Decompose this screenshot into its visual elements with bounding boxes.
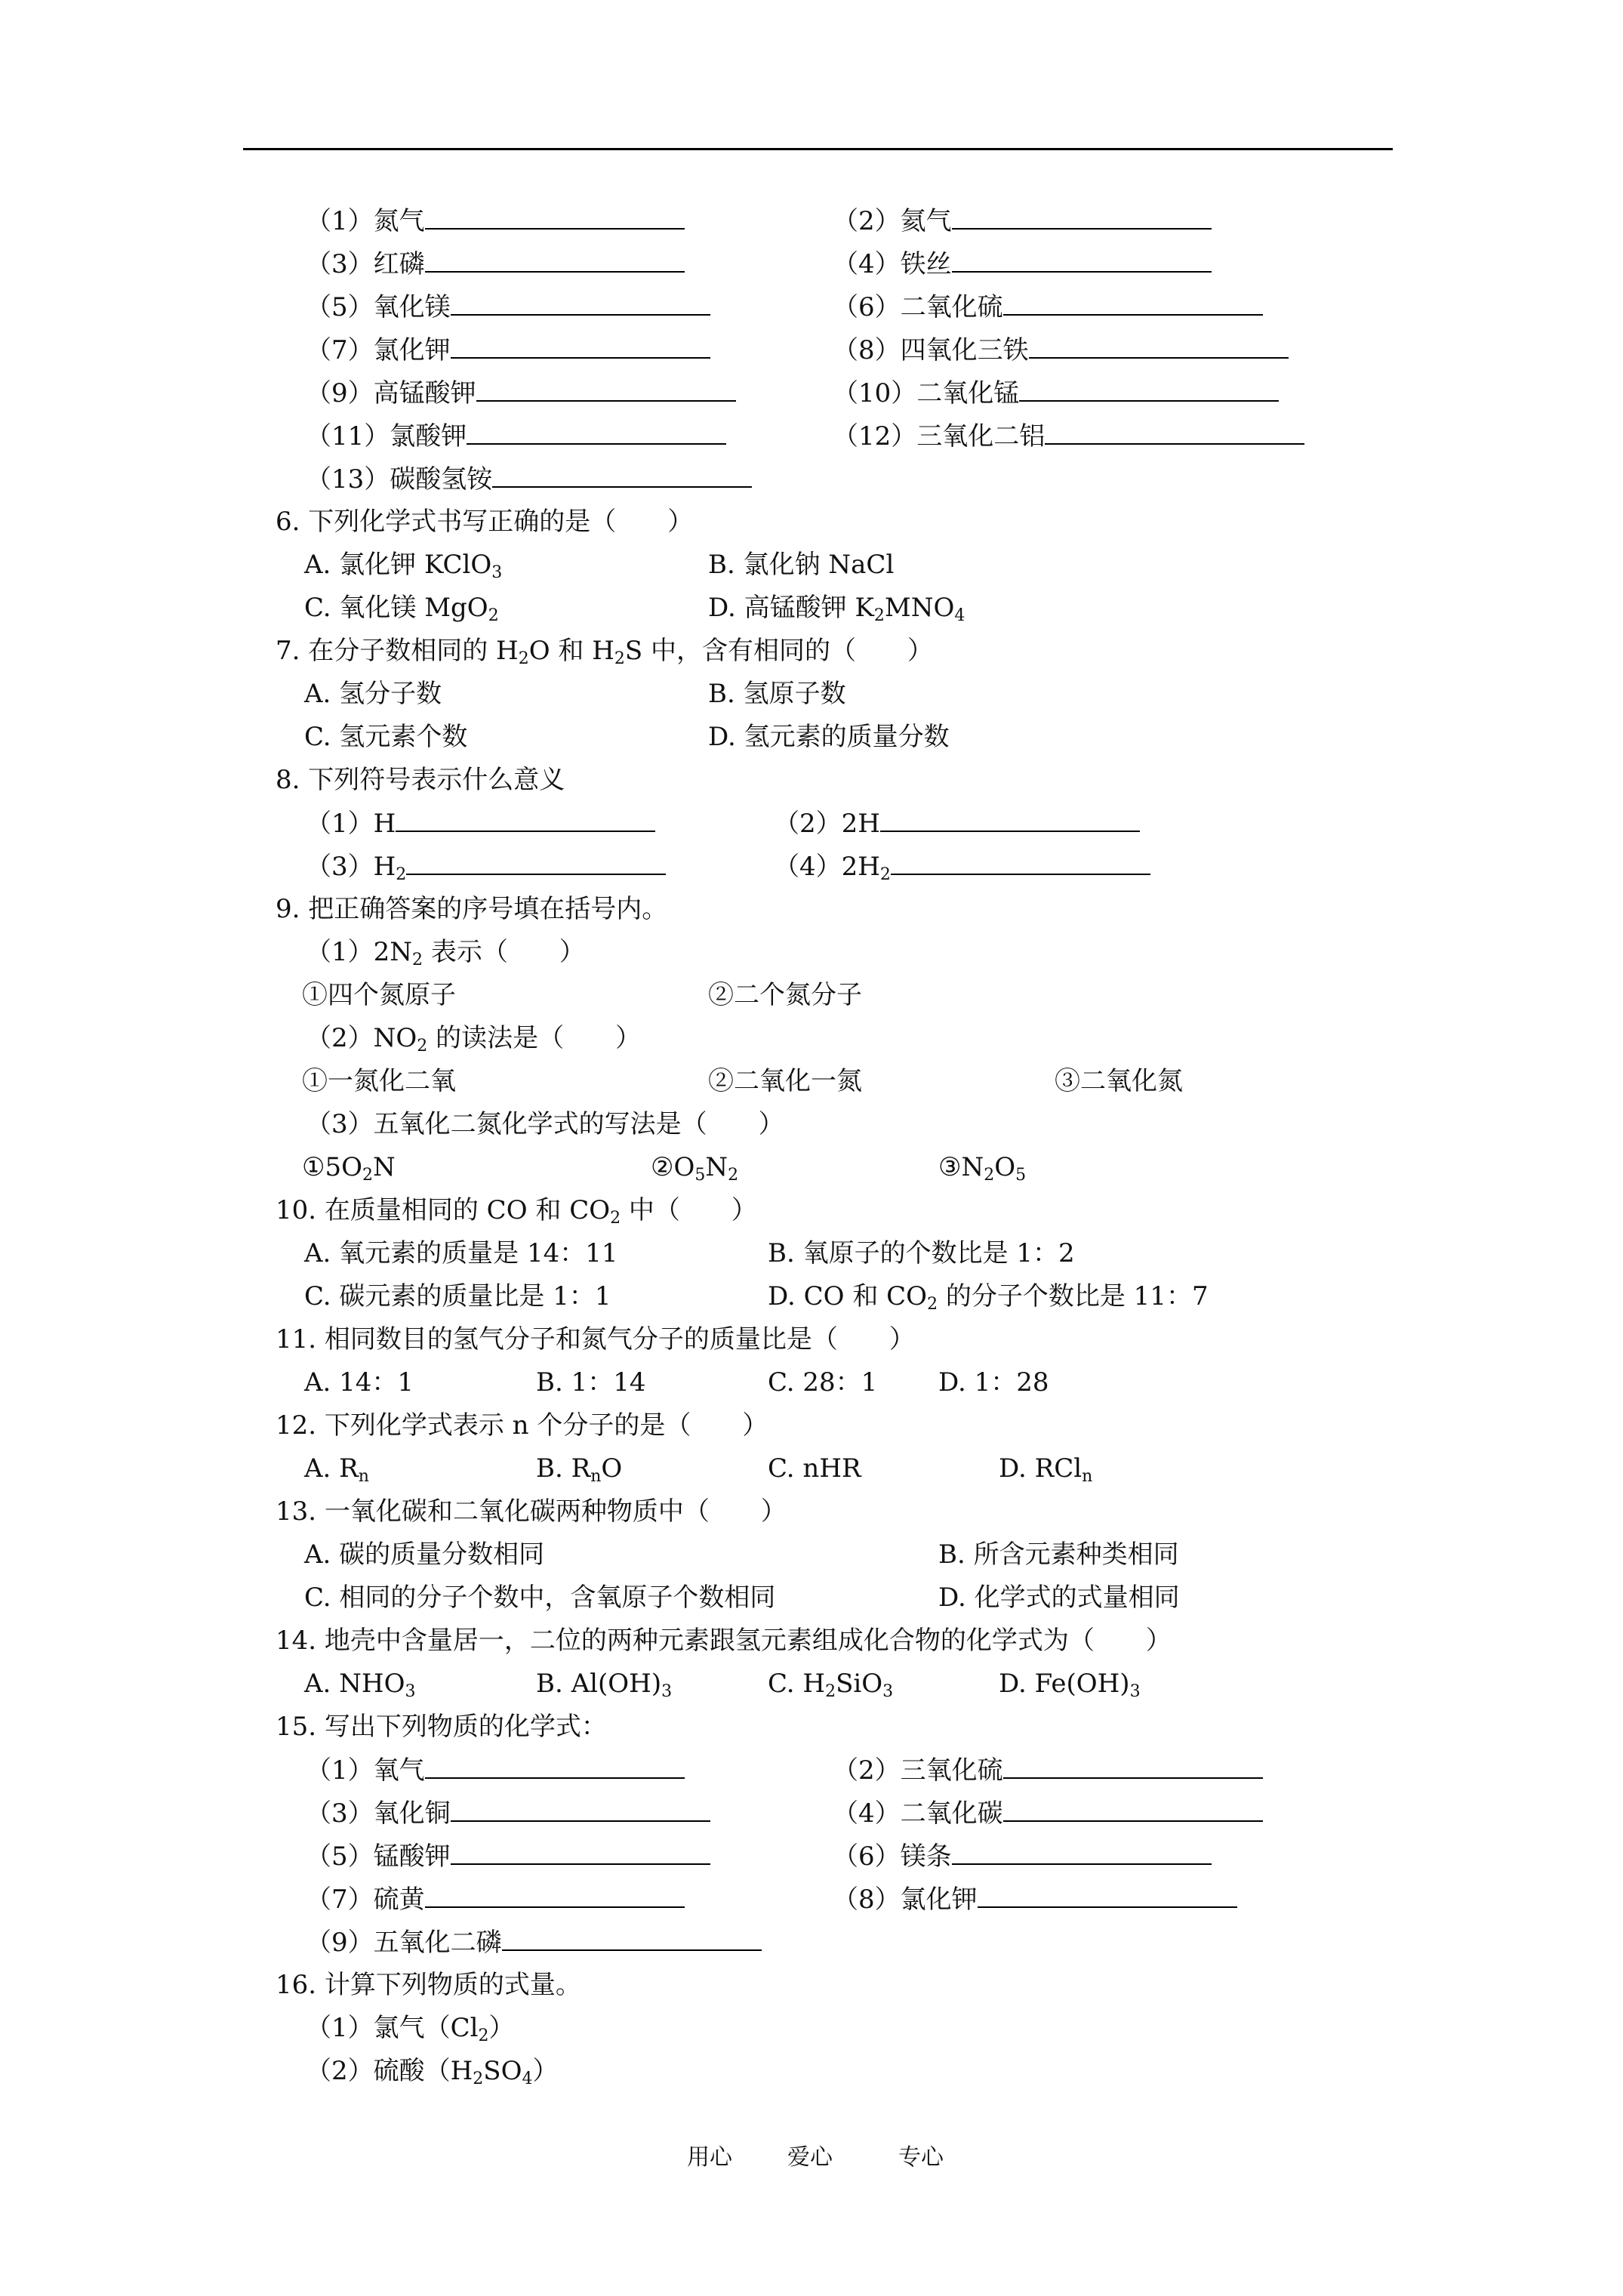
answer-blank[interactable] bbox=[425, 1755, 685, 1779]
q5-item-1: （1）氮气 bbox=[306, 205, 685, 236]
q14-option-b: B. $Al(OH)_3$ bbox=[536, 1669, 673, 1701]
q9-stem: 9. 把正确答案的序号填在括号内。 bbox=[276, 894, 668, 924]
q14-option-c: C. $H_2SiO_3$ bbox=[768, 1669, 894, 1701]
answer-blank[interactable] bbox=[396, 808, 655, 832]
q9-part-1: $(1)2N_2$ 表示（ ） bbox=[306, 937, 585, 969]
q15-item-9: （9）五氧化二磷 bbox=[306, 1927, 762, 1958]
q6-option-a: A. 氯化钾 KClO$_3$ bbox=[304, 550, 503, 582]
q6-option-b: B. 氯化钠 NaCl bbox=[708, 550, 895, 580]
q15-item-2: （2）三氧化硫 bbox=[833, 1755, 1263, 1786]
q8-item-3: $(3)H_2$ bbox=[306, 851, 666, 882]
q9-part-2-option-1: ①一氮化二氧 bbox=[302, 1066, 456, 1096]
q12-stem: 12. 下列化学式表示 n 个分子的是（ ） bbox=[276, 1410, 768, 1441]
q11-option-a: A. 14：1 bbox=[304, 1367, 414, 1398]
q15-item-4: （4）二氧化碳 bbox=[833, 1798, 1263, 1829]
q6-option-c: C. 氧化镁 MgO$_2$ bbox=[304, 593, 499, 625]
answer-blank[interactable] bbox=[1003, 1755, 1263, 1779]
answer-blank[interactable] bbox=[502, 1927, 762, 1951]
answer-blank[interactable] bbox=[1045, 421, 1304, 445]
answer-blank[interactable] bbox=[425, 248, 685, 273]
answer-blank[interactable] bbox=[467, 421, 726, 445]
q14-option-d: D. $Fe(OH)_3$ bbox=[999, 1669, 1141, 1701]
q8-item-4: $(4)2H_2$ bbox=[774, 851, 1150, 882]
q16-item-2: （2）硫酸$(H_2SO_4)$ bbox=[306, 2056, 559, 2088]
q7-option-a: A. 氢分子数 bbox=[304, 679, 442, 709]
q7-stem: 7. 在分子数相同的 $H_2O$ 和 $H_2S$ 中，含有相同的（ ） bbox=[276, 636, 933, 668]
answer-blank[interactable] bbox=[451, 1798, 710, 1822]
q10-option-c: C. 碳元素的质量比是 1：1 bbox=[304, 1281, 611, 1311]
q9-part-2-option-3: ③二氧化氮 bbox=[1055, 1066, 1183, 1096]
q10-stem: 10. 在质量相同的 CO 和 $CO_2$ 中（ ） bbox=[276, 1195, 757, 1228]
q14-option-a: A. $NHO_3$ bbox=[304, 1669, 416, 1701]
q9-part-2-option-2: ②二氧化一氮 bbox=[708, 1066, 862, 1096]
q5-item-3: （3）红磷 bbox=[306, 248, 685, 279]
q15-item-7: （7）硫黄 bbox=[306, 1884, 685, 1915]
answer-blank[interactable] bbox=[1003, 291, 1263, 316]
q7-option-b: B. 氢原子数 bbox=[708, 679, 846, 709]
q7-option-d: D. 氢元素的质量分数 bbox=[708, 722, 950, 752]
q12-option-d: D. RCl$_n$ bbox=[999, 1453, 1093, 1486]
q13-option-b: B. 所含元素种类相同 bbox=[938, 1539, 1179, 1570]
q12-option-b: B. $R_nO$ bbox=[536, 1453, 623, 1486]
q5-item-13: （13）碳酸氢铵 bbox=[306, 464, 752, 495]
q15-item-1: （1）氧气 bbox=[306, 1755, 685, 1786]
q6-stem: 6. 下列化学式书写正确的是（ ） bbox=[276, 507, 694, 537]
q15-item-3: （3）氧化铜 bbox=[306, 1798, 710, 1829]
q16-stem: 16. 计算下列物质的式量。 bbox=[276, 1970, 581, 2000]
q5-item-6: （6）二氧化硫 bbox=[833, 291, 1263, 322]
answer-blank[interactable] bbox=[952, 205, 1212, 230]
q8-stem: 8. 下列符号表示什么意义 bbox=[276, 765, 565, 795]
answer-blank[interactable] bbox=[425, 1884, 685, 1908]
q15-item-5: （5）锰酸钾 bbox=[306, 1841, 710, 1872]
q12-option-a: A. $R_n$ bbox=[304, 1453, 369, 1486]
q9-part-3-option-2: $②O_5N_2$ bbox=[651, 1152, 739, 1185]
q5-item-5: （5）氧化镁 bbox=[306, 291, 710, 322]
q16-item-1: （1）氯气$(Cl_2)$ bbox=[306, 2013, 515, 2045]
answer-blank[interactable] bbox=[1003, 1798, 1263, 1822]
footer-word-3: 专心 bbox=[898, 2144, 944, 2171]
q15-item-8: （8）氯化钾 bbox=[833, 1884, 1237, 1915]
q10-option-a: A. 氧元素的质量是 14：11 bbox=[304, 1238, 618, 1268]
q13-option-a: A. 碳的质量分数相同 bbox=[304, 1539, 545, 1570]
answer-blank[interactable] bbox=[451, 1841, 710, 1865]
q11-option-b: B. 1：14 bbox=[536, 1367, 646, 1398]
q5-item-4: （4）铁丝 bbox=[833, 248, 1212, 279]
q5-item-9: （9）高锰酸钾 bbox=[306, 378, 736, 408]
q12-option-c: C. nHR bbox=[768, 1453, 861, 1484]
q10-option-d: D. CO 和 $CO_2$ 的分子个数比是 11：7 bbox=[768, 1281, 1209, 1314]
answer-blank[interactable] bbox=[1019, 378, 1279, 402]
q13-option-d: D. 化学式的式量相同 bbox=[938, 1583, 1180, 1613]
q9-part-3: （3）五氧化二氮化学式的写法是（ ） bbox=[306, 1109, 784, 1139]
q5-item-7: （7）氯化钾 bbox=[306, 334, 710, 365]
answer-blank[interactable] bbox=[1029, 334, 1289, 359]
footer-word-2: 爱心 bbox=[787, 2144, 833, 2171]
q11-stem: 11. 相同数目的氢气分子和氮气分子的质量比是（ ） bbox=[276, 1324, 915, 1354]
q11-option-d: D. 1：28 bbox=[938, 1367, 1049, 1398]
q15-item-6: （6）镁条 bbox=[833, 1841, 1212, 1872]
q8-item-1: （1）H bbox=[306, 808, 655, 839]
q13-stem: 13. 一氧化碳和二氧化碳两种物质中（ ） bbox=[276, 1496, 787, 1527]
q6-option-d: D. 高锰酸钾 $K_2MNO_4$ bbox=[708, 593, 965, 625]
header-rule bbox=[243, 148, 1393, 150]
answer-blank[interactable] bbox=[451, 334, 710, 359]
footer-word-1: 用心 bbox=[687, 2144, 732, 2171]
answer-blank[interactable] bbox=[891, 851, 1150, 875]
q14-stem: 14. 地壳中含量居一，二位的两种元素跟氢元素组成化合物的化学式为（ ） bbox=[276, 1626, 1172, 1656]
answer-blank[interactable] bbox=[952, 248, 1212, 273]
q9-part-2: $(2)NO_2$ 的读法是（ ） bbox=[306, 1023, 642, 1056]
q8-item-2: （2）2H bbox=[774, 808, 1140, 839]
q13-option-c: C. 相同的分子个数中，含氧原子个数相同 bbox=[304, 1583, 776, 1613]
answer-blank[interactable] bbox=[952, 1841, 1212, 1865]
q9-part-3-option-1: $①5O_2N$ bbox=[302, 1152, 396, 1185]
answer-blank[interactable] bbox=[476, 378, 736, 402]
q5-item-10: （10）二氧化锰 bbox=[833, 378, 1279, 408]
answer-blank[interactable] bbox=[425, 205, 685, 230]
q5-item-11: （11）氯酸钾 bbox=[306, 421, 726, 451]
q9-part-1-option-1: ①四个氮原子 bbox=[302, 980, 456, 1010]
q9-part-1-option-2: ②二个氮分子 bbox=[708, 980, 862, 1010]
q9-part-3-option-3: $③N_2O_5$ bbox=[938, 1152, 1027, 1185]
q15-stem: 15. 写出下列物质的化学式： bbox=[276, 1712, 607, 1742]
q7-option-c: C. 氢元素个数 bbox=[304, 722, 468, 752]
q5-item-2: （2）氦气 bbox=[833, 205, 1212, 236]
q5-item-12: （12）三氧化二铝 bbox=[833, 421, 1304, 451]
answer-blank[interactable] bbox=[880, 808, 1140, 832]
answer-blank[interactable] bbox=[406, 851, 666, 875]
q5-item-8: （8）四氧化三铁 bbox=[833, 334, 1289, 365]
q11-option-c: C. 28：1 bbox=[768, 1367, 878, 1398]
answer-blank[interactable] bbox=[978, 1884, 1237, 1908]
answer-blank[interactable] bbox=[451, 291, 710, 316]
q10-option-b: B. 氧原子的个数比是 1：2 bbox=[768, 1238, 1075, 1268]
answer-blank[interactable] bbox=[492, 464, 752, 488]
